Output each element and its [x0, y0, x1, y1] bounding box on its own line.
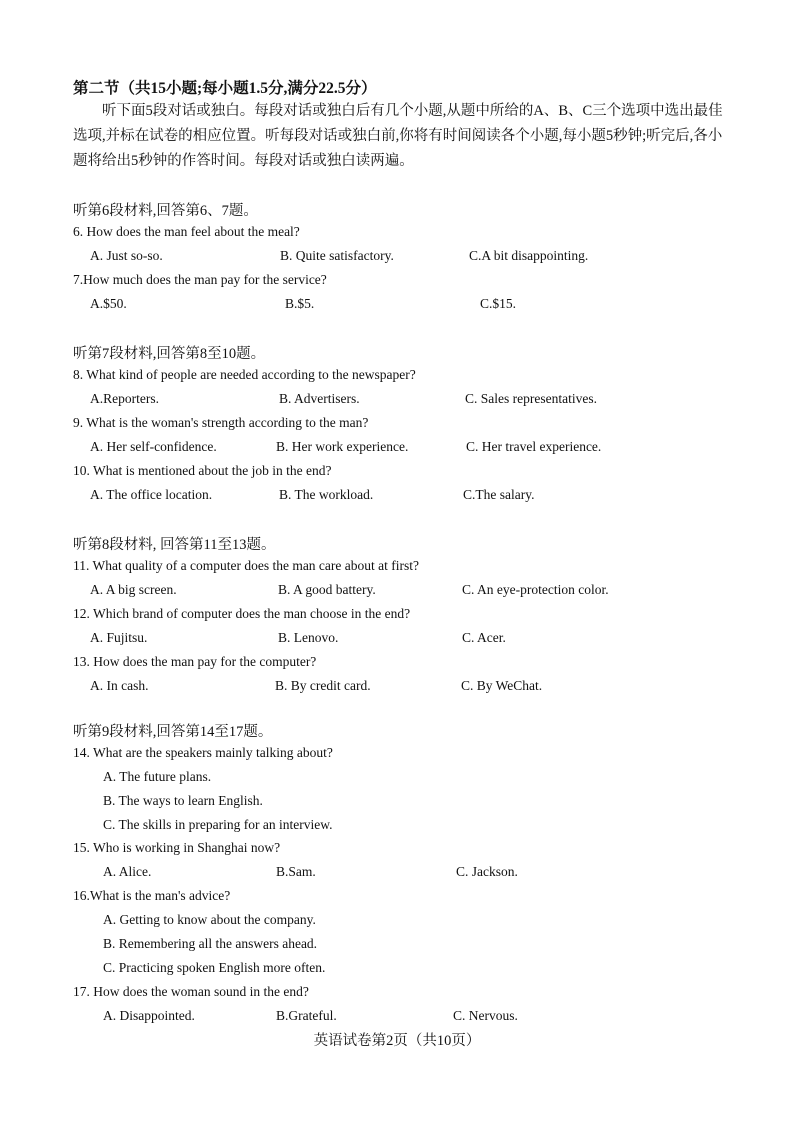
question-16-option-c: C. Practicing spoken English more often.: [103, 960, 326, 975]
question-13-option-c: C. By WeChat.: [461, 678, 543, 693]
question-12-option-c: C. Acer.: [462, 630, 506, 645]
question-10-option-c: C.The salary.: [463, 487, 535, 502]
question-12-option-b: B. Lenovo.: [278, 630, 339, 645]
question-7-option-b: B.$5.: [285, 296, 315, 311]
question-10-option-b: B. The workload.: [279, 487, 374, 502]
question-17-option-c: C. Nervous.: [453, 1008, 518, 1023]
question-6: 6. How does the man feel about the meal?: [73, 224, 300, 239]
question-9-option-b: B. Her work experience.: [276, 439, 409, 454]
question-14-option-a: A. The future plans.: [103, 769, 212, 784]
question-17-option-a: A. Disappointed.: [103, 1008, 195, 1023]
question-17-option-b: B.Grateful.: [276, 1008, 337, 1023]
section-instructions: 听下面5段对话或独白。每段对话或独白后有几个小题,从题中所给的A、B、C三个选项中选出最佳选项,并标在试卷的相应位置。听每段对话或独白前,你将有时间阅读各个小题,每小题5秒钟;听完后,各小题将给出5秒钟的作答时间。每段对话或独白读两遍。: [73, 103, 723, 169]
question-11-option-a: A. A big screen.: [90, 582, 177, 597]
question-6-option-c: C.A bit disappointing.: [469, 248, 589, 263]
question-6-option-b: B. Quite satisfactory.: [280, 248, 394, 263]
group-heading-6: 听第6段材料,回答第6、7题。: [73, 203, 258, 219]
question-13-option-b: B. By credit card.: [275, 678, 371, 693]
question-16-option-a: A. Getting to know about the company.: [103, 912, 316, 927]
question-17: 17. How does the woman sound in the end?: [73, 984, 309, 999]
question-15: 15. Who is working in Shanghai now?: [73, 840, 281, 855]
question-14: 14. What are the speakers mainly talking about?: [73, 745, 333, 760]
question-9-option-c: C. Her travel experience.: [466, 439, 602, 454]
question-8: 8. What kind of people are needed according to the newspaper?: [73, 367, 416, 382]
question-11: 11. What quality of a computer does the man care about at first?: [73, 558, 420, 573]
question-8-option-b: B. Advertisers.: [279, 391, 360, 406]
question-13-option-a: A. In cash.: [90, 678, 149, 693]
group-heading-8: 听第8段材料, 回答第11至13题。: [73, 537, 276, 553]
question-10-option-a: A. The office location.: [90, 487, 213, 502]
question-15-option-c: C. Jackson.: [456, 864, 518, 879]
question-6-option-a: A. Just so-so.: [90, 248, 163, 263]
question-7: 7.How much does the man pay for the service?: [73, 272, 327, 287]
question-12-option-a: A. Fujitsu.: [90, 630, 148, 645]
question-8-option-a: A.Reporters.: [90, 391, 159, 406]
question-7-option-c: C.$15.: [480, 296, 517, 311]
question-8-option-c: C. Sales representatives.: [465, 391, 597, 406]
question-16-option-b: B. Remembering all the answers ahead.: [103, 936, 318, 951]
question-15-option-a: A. Alice.: [103, 864, 152, 879]
question-14-option-b: B. The ways to learn English.: [103, 793, 263, 808]
question-11-option-c: C. An eye-protection color.: [462, 582, 609, 597]
page-footer: 英语试卷第2页（共10页）: [313, 1033, 481, 1049]
question-14-option-c: C. The skills in preparing for an interview.: [103, 817, 333, 832]
question-9: 9. What is the woman's strength according to the man?: [73, 415, 369, 430]
question-10: 10. What is mentioned about the job in the end?: [73, 463, 332, 478]
question-9-option-a: A. Her self-confidence.: [90, 439, 217, 454]
question-16: 16.What is the man's advice?: [73, 888, 231, 903]
question-7-option-a: A.$50.: [90, 296, 127, 311]
question-11-option-b: B. A good battery.: [278, 582, 376, 597]
question-13: 13. How does the man pay for the computer?: [73, 654, 317, 669]
section-title: 第二节（共15小题;每小题1.5分,满分22.5分）: [73, 80, 377, 97]
group-heading-9: 听第9段材料,回答第14至17题。: [73, 724, 273, 740]
group-heading-7: 听第7段材料,回答第8至10题。: [73, 346, 266, 362]
question-15-option-b: B.Sam.: [276, 864, 316, 879]
question-12: 12. Which brand of computer does the man choose in the end?: [73, 606, 411, 621]
